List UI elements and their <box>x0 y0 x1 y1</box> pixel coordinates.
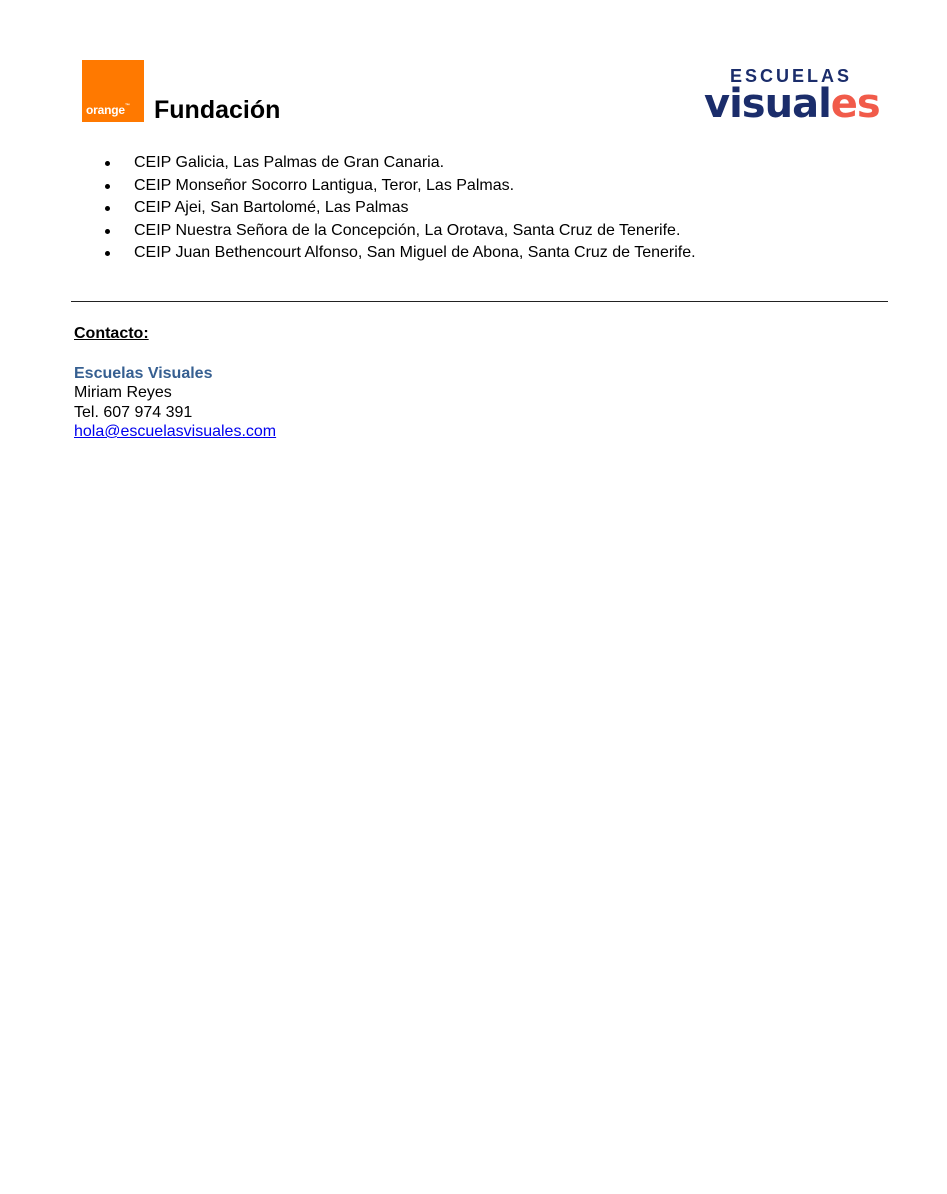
ev-logo-top-text: ESCUELAS <box>730 66 853 86</box>
contact-phone: Tel. 607 974 391 <box>74 403 193 421</box>
escuelas-visuales-logo <box>700 66 885 130</box>
orange-fundacion-logo <box>82 60 280 122</box>
ev-logo-accent: es <box>830 81 880 127</box>
contact-email-link[interactable]: hola@escuelasvisuales.com <box>74 423 277 440</box>
orange-logo-wordmark: orange™ <box>86 103 130 117</box>
list-item: CEIP Galicia, Las Palmas de Gran Canaria. <box>104 152 696 175</box>
orange-logo-square <box>82 60 144 122</box>
horizontal-divider <box>71 301 888 302</box>
list-item: CEIP Juan Bethencourt Alfonso, San Miguel de Abona, Santa Cruz de Tenerife. <box>104 242 696 265</box>
ev-logo-bottom-text <box>704 80 880 128</box>
list-item: CEIP Nuestra Señora de la Concepción, La Orotava, Santa Cruz de Tenerife. <box>104 220 696 243</box>
contact-organization: Escuelas Visuales <box>74 364 213 382</box>
fundacion-label: Fundación <box>154 96 281 124</box>
ev-logo-main: visual <box>704 81 831 127</box>
list-item: CEIP Ajei, San Bartolomé, Las Palmas <box>104 197 696 220</box>
list-item: CEIP Monseñor Socorro Lantigua, Teror, Las Palmas. <box>104 175 696 198</box>
school-list <box>104 152 696 265</box>
contact-name: Miriam Reyes <box>74 384 172 401</box>
contact-heading: Contacto: <box>74 325 149 342</box>
contact-block <box>74 324 276 442</box>
